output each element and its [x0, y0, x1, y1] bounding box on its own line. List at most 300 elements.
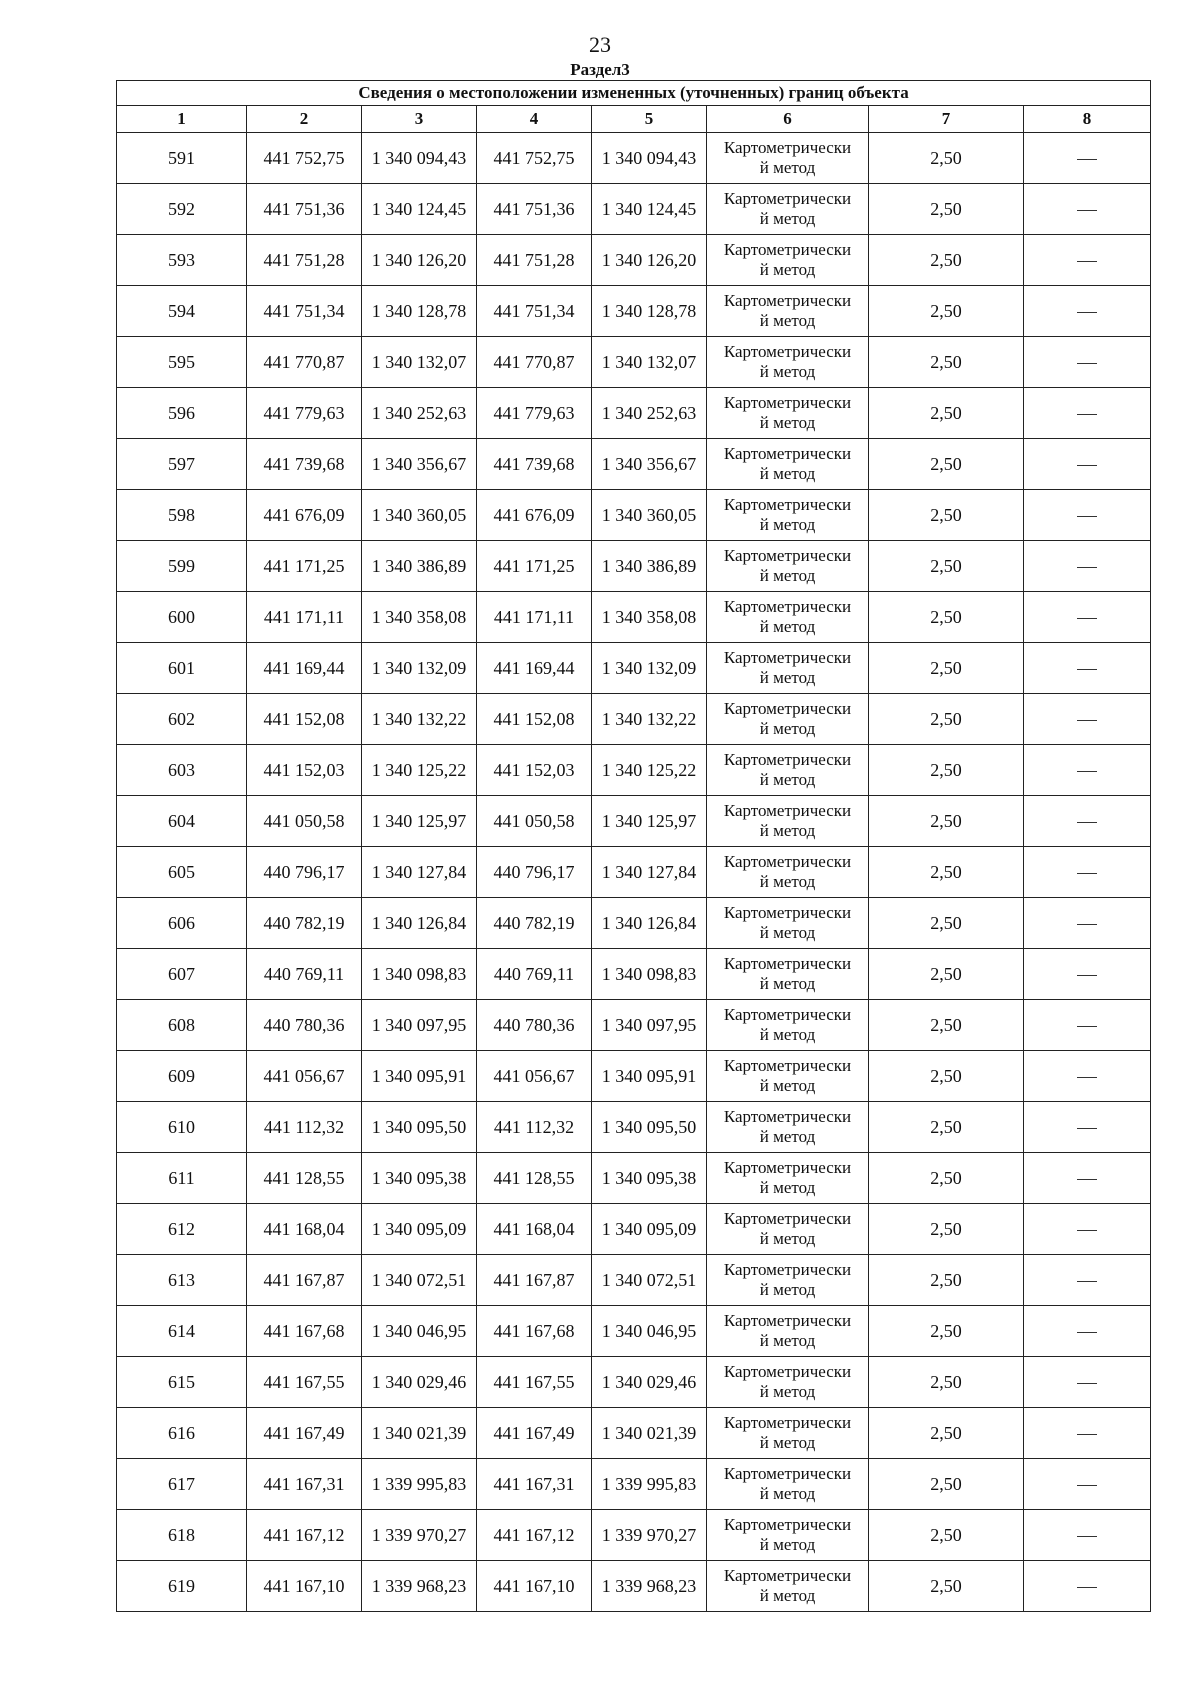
y-existing-cell: 1 340 125,97	[362, 796, 477, 847]
y-new-cell: 1 340 128,78	[592, 286, 707, 337]
method-cell	[707, 490, 869, 541]
accuracy-cell: 2,50	[869, 643, 1024, 694]
dash-mark	[1077, 1434, 1097, 1435]
y-existing-cell: 1 339 995,83	[362, 1459, 477, 1510]
dash-mark	[1077, 720, 1097, 721]
x-new-cell: 440 796,17	[477, 847, 592, 898]
dash-mark	[1077, 312, 1097, 313]
y-new-cell: 1 340 021,39	[592, 1408, 707, 1459]
table-row	[117, 1357, 1151, 1408]
x-new-cell: 441 128,55	[477, 1153, 592, 1204]
method-line-1: Картометрически	[723, 852, 852, 871]
accuracy-cell: 2,50	[869, 1510, 1024, 1561]
x-existing-cell: 441 050,58	[247, 796, 362, 847]
empty-cell	[1024, 1561, 1151, 1612]
y-new-cell: 1 339 970,27	[592, 1510, 707, 1561]
x-new-cell: 441 167,31	[477, 1459, 592, 1510]
point-number-cell: 601	[117, 643, 247, 694]
table-row	[117, 1561, 1151, 1612]
method-line-1: Картометрически	[723, 903, 852, 922]
point-number-cell: 599	[117, 541, 247, 592]
y-existing-cell: 1 340 097,95	[362, 1000, 477, 1051]
method-line-2: й метод	[759, 770, 816, 789]
method-line-2: й метод	[759, 974, 816, 993]
y-existing-cell: 1 340 386,89	[362, 541, 477, 592]
x-existing-cell: 441 167,87	[247, 1255, 362, 1306]
y-existing-cell: 1 340 252,63	[362, 388, 477, 439]
method-line-1: Картометрически	[723, 1209, 852, 1228]
dash-mark	[1077, 618, 1097, 619]
table-row	[117, 1510, 1151, 1561]
accuracy-cell: 2,50	[869, 898, 1024, 949]
table-row	[117, 796, 1151, 847]
method-line-1: Картометрически	[723, 1515, 852, 1534]
method-line-2: й метод	[759, 1535, 816, 1554]
empty-cell	[1024, 1510, 1151, 1561]
y-new-cell: 1 340 029,46	[592, 1357, 707, 1408]
accuracy-cell: 2,50	[869, 133, 1024, 184]
table-row	[117, 388, 1151, 439]
point-number-cell: 614	[117, 1306, 247, 1357]
method-cell	[707, 898, 869, 949]
accuracy-cell: 2,50	[869, 1255, 1024, 1306]
x-existing-cell: 441 770,87	[247, 337, 362, 388]
table-row	[117, 745, 1151, 796]
x-existing-cell: 441 167,10	[247, 1561, 362, 1612]
method-cell	[707, 1306, 869, 1357]
method-cell	[707, 286, 869, 337]
table-caption: Сведения о местоположении измененных (уточненных) границ объекта	[117, 81, 1151, 106]
dash-mark	[1077, 159, 1097, 160]
empty-cell	[1024, 1102, 1151, 1153]
empty-cell	[1024, 541, 1151, 592]
method-line-2: й метод	[759, 1331, 816, 1350]
method-cell	[707, 1459, 869, 1510]
y-new-cell: 1 340 356,67	[592, 439, 707, 490]
point-number-cell: 593	[117, 235, 247, 286]
table-row	[117, 490, 1151, 541]
x-new-cell: 441 752,75	[477, 133, 592, 184]
x-existing-cell: 440 796,17	[247, 847, 362, 898]
method-line-2: й метод	[759, 1433, 816, 1452]
accuracy-cell: 2,50	[869, 1561, 1024, 1612]
accuracy-cell: 2,50	[869, 184, 1024, 235]
method-line-1: Картометрически	[723, 342, 852, 361]
dash-mark	[1077, 975, 1097, 976]
x-existing-cell: 441 676,09	[247, 490, 362, 541]
method-cell	[707, 541, 869, 592]
y-new-cell: 1 340 095,91	[592, 1051, 707, 1102]
empty-cell	[1024, 847, 1151, 898]
x-existing-cell: 441 167,31	[247, 1459, 362, 1510]
y-new-cell: 1 340 126,84	[592, 898, 707, 949]
point-number-cell: 591	[117, 133, 247, 184]
x-new-cell: 441 056,67	[477, 1051, 592, 1102]
empty-cell	[1024, 1408, 1151, 1459]
table-row	[117, 1459, 1151, 1510]
method-line-1: Картометрически	[723, 1260, 852, 1279]
dash-mark	[1077, 414, 1097, 415]
point-number-cell: 618	[117, 1510, 247, 1561]
method-line-2: й метод	[759, 1484, 816, 1503]
point-number-cell: 615	[117, 1357, 247, 1408]
accuracy-cell: 2,50	[869, 745, 1024, 796]
empty-cell	[1024, 1357, 1151, 1408]
column-number: 4	[477, 106, 592, 133]
dash-mark	[1077, 669, 1097, 670]
method-line-1: Картометрически	[723, 750, 852, 769]
empty-cell	[1024, 745, 1151, 796]
x-new-cell: 441 152,03	[477, 745, 592, 796]
x-existing-cell: 441 752,75	[247, 133, 362, 184]
method-cell	[707, 184, 869, 235]
method-cell	[707, 745, 869, 796]
dash-mark	[1077, 1332, 1097, 1333]
table-row	[117, 541, 1151, 592]
point-number-cell: 597	[117, 439, 247, 490]
column-number: 7	[869, 106, 1024, 133]
y-new-cell: 1 340 132,07	[592, 337, 707, 388]
method-line-1: Картометрически	[723, 1413, 852, 1432]
point-number-cell: 617	[117, 1459, 247, 1510]
method-cell	[707, 949, 869, 1000]
x-new-cell: 441 676,09	[477, 490, 592, 541]
empty-cell	[1024, 898, 1151, 949]
dash-mark	[1077, 1128, 1097, 1129]
y-existing-cell: 1 340 132,22	[362, 694, 477, 745]
method-line-1: Картометрически	[723, 1464, 852, 1483]
y-new-cell: 1 340 126,20	[592, 235, 707, 286]
table-row	[117, 1102, 1151, 1153]
accuracy-cell: 2,50	[869, 337, 1024, 388]
point-number-cell: 605	[117, 847, 247, 898]
method-line-1: Картометрически	[723, 444, 852, 463]
method-line-1: Картометрически	[723, 1158, 852, 1177]
x-new-cell: 441 167,49	[477, 1408, 592, 1459]
empty-cell	[1024, 949, 1151, 1000]
dash-mark	[1077, 822, 1097, 823]
y-existing-cell: 1 340 127,84	[362, 847, 477, 898]
point-number-cell: 602	[117, 694, 247, 745]
empty-cell	[1024, 133, 1151, 184]
table-row	[117, 133, 1151, 184]
method-cell	[707, 1357, 869, 1408]
y-existing-cell: 1 340 046,95	[362, 1306, 477, 1357]
point-number-cell: 595	[117, 337, 247, 388]
dash-mark	[1077, 363, 1097, 364]
empty-cell	[1024, 1255, 1151, 1306]
x-existing-cell: 441 167,49	[247, 1408, 362, 1459]
point-number-cell: 613	[117, 1255, 247, 1306]
y-new-cell: 1 340 046,95	[592, 1306, 707, 1357]
method-line-2: й метод	[759, 1178, 816, 1197]
table-row	[117, 235, 1151, 286]
x-existing-cell: 441 171,25	[247, 541, 362, 592]
y-new-cell: 1 340 127,84	[592, 847, 707, 898]
empty-cell	[1024, 337, 1151, 388]
x-new-cell: 441 770,87	[477, 337, 592, 388]
y-new-cell: 1 340 095,09	[592, 1204, 707, 1255]
accuracy-cell: 2,50	[869, 388, 1024, 439]
x-existing-cell: 440 780,36	[247, 1000, 362, 1051]
y-existing-cell: 1 340 132,09	[362, 643, 477, 694]
y-existing-cell: 1 340 126,84	[362, 898, 477, 949]
column-number: 3	[362, 106, 477, 133]
point-number-cell: 604	[117, 796, 247, 847]
column-number: 1	[117, 106, 247, 133]
dash-mark	[1077, 516, 1097, 517]
method-line-1: Картометрически	[723, 495, 852, 514]
accuracy-cell: 2,50	[869, 1102, 1024, 1153]
section-title: Раздел3	[570, 60, 630, 79]
accuracy-cell: 2,50	[869, 847, 1024, 898]
point-number-cell: 611	[117, 1153, 247, 1204]
y-existing-cell: 1 340 128,78	[362, 286, 477, 337]
point-number-cell: 603	[117, 745, 247, 796]
dash-mark	[1077, 873, 1097, 874]
method-cell	[707, 796, 869, 847]
y-new-cell: 1 340 095,38	[592, 1153, 707, 1204]
dash-mark	[1077, 1077, 1097, 1078]
accuracy-cell: 2,50	[869, 592, 1024, 643]
point-number-cell: 616	[117, 1408, 247, 1459]
x-existing-cell: 441 152,03	[247, 745, 362, 796]
x-new-cell: 441 751,36	[477, 184, 592, 235]
method-line-2: й метод	[759, 209, 816, 228]
y-new-cell: 1 340 125,97	[592, 796, 707, 847]
point-number-cell: 594	[117, 286, 247, 337]
method-line-1: Картометрически	[723, 801, 852, 820]
column-number: 5	[592, 106, 707, 133]
method-line-1: Картометрически	[723, 546, 852, 565]
empty-cell	[1024, 694, 1151, 745]
table-row	[117, 949, 1151, 1000]
method-line-1: Картометрически	[723, 189, 852, 208]
x-new-cell: 441 779,63	[477, 388, 592, 439]
method-line-2: й метод	[759, 1127, 816, 1146]
method-line-2: й метод	[759, 821, 816, 840]
y-existing-cell: 1 340 095,91	[362, 1051, 477, 1102]
dash-mark	[1077, 1179, 1097, 1180]
method-line-2: й метод	[759, 1280, 816, 1299]
y-existing-cell: 1 339 968,23	[362, 1561, 477, 1612]
y-new-cell: 1 340 094,43	[592, 133, 707, 184]
x-existing-cell: 441 739,68	[247, 439, 362, 490]
y-existing-cell: 1 340 072,51	[362, 1255, 477, 1306]
y-existing-cell: 1 340 132,07	[362, 337, 477, 388]
table-body	[117, 133, 1151, 1612]
x-existing-cell: 441 128,55	[247, 1153, 362, 1204]
x-new-cell: 440 780,36	[477, 1000, 592, 1051]
x-new-cell: 441 169,44	[477, 643, 592, 694]
empty-cell	[1024, 796, 1151, 847]
method-line-1: Картометрически	[723, 1311, 852, 1330]
table-row	[117, 1408, 1151, 1459]
table-row	[117, 1204, 1151, 1255]
table-row	[117, 898, 1151, 949]
empty-cell	[1024, 439, 1151, 490]
x-new-cell: 441 112,32	[477, 1102, 592, 1153]
accuracy-cell: 2,50	[869, 541, 1024, 592]
y-existing-cell: 1 340 095,38	[362, 1153, 477, 1204]
accuracy-cell: 2,50	[869, 286, 1024, 337]
accuracy-cell: 2,50	[869, 1459, 1024, 1510]
method-line-2: й метод	[759, 668, 816, 687]
x-new-cell: 441 171,11	[477, 592, 592, 643]
x-existing-cell: 440 769,11	[247, 949, 362, 1000]
x-new-cell: 441 739,68	[477, 439, 592, 490]
method-line-1: Картометрически	[723, 648, 852, 667]
method-cell	[707, 1255, 869, 1306]
method-line-1: Картометрически	[723, 954, 852, 973]
method-line-1: Картометрически	[723, 699, 852, 718]
page-number: 23	[589, 32, 611, 57]
y-existing-cell: 1 339 970,27	[362, 1510, 477, 1561]
method-line-2: й метод	[759, 1586, 816, 1605]
dash-mark	[1077, 1230, 1097, 1231]
y-new-cell: 1 340 124,45	[592, 184, 707, 235]
table-row	[117, 1051, 1151, 1102]
y-new-cell: 1 340 132,22	[592, 694, 707, 745]
table-row	[117, 643, 1151, 694]
method-line-1: Картометрически	[723, 1056, 852, 1075]
accuracy-cell: 2,50	[869, 796, 1024, 847]
method-cell	[707, 847, 869, 898]
empty-cell	[1024, 592, 1151, 643]
dash-mark	[1077, 1536, 1097, 1537]
method-line-1: Картометрически	[723, 1362, 852, 1381]
method-line-2: й метод	[759, 515, 816, 534]
y-existing-cell: 1 340 094,43	[362, 133, 477, 184]
dash-mark	[1077, 1281, 1097, 1282]
y-existing-cell: 1 340 124,45	[362, 184, 477, 235]
x-existing-cell: 441 167,55	[247, 1357, 362, 1408]
method-line-2: й метод	[759, 1229, 816, 1248]
y-new-cell: 1 340 358,08	[592, 592, 707, 643]
method-line-1: Картометрически	[723, 138, 852, 157]
dash-mark	[1077, 1587, 1097, 1588]
y-new-cell: 1 340 125,22	[592, 745, 707, 796]
point-number-cell: 596	[117, 388, 247, 439]
dash-mark	[1077, 1383, 1097, 1384]
method-cell	[707, 235, 869, 286]
method-line-2: й метод	[759, 1382, 816, 1401]
method-cell	[707, 337, 869, 388]
y-new-cell: 1 340 252,63	[592, 388, 707, 439]
method-line-2: й метод	[759, 1076, 816, 1095]
x-new-cell: 441 167,87	[477, 1255, 592, 1306]
x-existing-cell: 441 751,28	[247, 235, 362, 286]
method-line-2: й метод	[759, 872, 816, 891]
accuracy-cell: 2,50	[869, 439, 1024, 490]
empty-cell	[1024, 643, 1151, 694]
x-new-cell: 440 782,19	[477, 898, 592, 949]
y-existing-cell: 1 340 095,09	[362, 1204, 477, 1255]
method-line-2: й метод	[759, 158, 816, 177]
y-existing-cell: 1 340 358,08	[362, 592, 477, 643]
table-row	[117, 1306, 1151, 1357]
column-number-row	[117, 106, 1151, 133]
table-row	[117, 184, 1151, 235]
accuracy-cell: 2,50	[869, 1051, 1024, 1102]
table-row	[117, 694, 1151, 745]
dash-mark	[1077, 924, 1097, 925]
empty-cell	[1024, 1051, 1151, 1102]
method-line-1: Картометрически	[723, 1107, 852, 1126]
x-new-cell: 441 167,10	[477, 1561, 592, 1612]
y-new-cell: 1 340 072,51	[592, 1255, 707, 1306]
method-line-2: й метод	[759, 413, 816, 432]
table-row	[117, 847, 1151, 898]
y-new-cell: 1 340 360,05	[592, 490, 707, 541]
method-line-2: й метод	[759, 464, 816, 483]
table-row	[117, 1153, 1151, 1204]
table-row	[117, 1255, 1151, 1306]
x-existing-cell: 441 112,32	[247, 1102, 362, 1153]
column-number: 2	[247, 106, 362, 133]
point-number-cell: 609	[117, 1051, 247, 1102]
table-row	[117, 592, 1151, 643]
y-existing-cell: 1 340 095,50	[362, 1102, 477, 1153]
dash-mark	[1077, 771, 1097, 772]
x-existing-cell: 441 751,36	[247, 184, 362, 235]
point-number-cell: 598	[117, 490, 247, 541]
accuracy-cell: 2,50	[869, 1000, 1024, 1051]
y-new-cell: 1 340 097,95	[592, 1000, 707, 1051]
y-existing-cell: 1 340 125,22	[362, 745, 477, 796]
x-new-cell: 441 167,12	[477, 1510, 592, 1561]
method-line-1: Картометрически	[723, 291, 852, 310]
y-new-cell: 1 340 095,50	[592, 1102, 707, 1153]
y-existing-cell: 1 340 360,05	[362, 490, 477, 541]
table-row	[117, 337, 1151, 388]
method-cell	[707, 388, 869, 439]
x-new-cell: 440 769,11	[477, 949, 592, 1000]
x-new-cell: 441 167,68	[477, 1306, 592, 1357]
empty-cell	[1024, 184, 1151, 235]
accuracy-cell: 2,50	[869, 694, 1024, 745]
method-line-2: й метод	[759, 311, 816, 330]
method-line-1: Картометрически	[723, 1005, 852, 1024]
method-cell	[707, 1000, 869, 1051]
y-new-cell: 1 340 386,89	[592, 541, 707, 592]
x-new-cell: 441 751,28	[477, 235, 592, 286]
dash-mark	[1077, 465, 1097, 466]
method-cell	[707, 694, 869, 745]
point-number-cell: 619	[117, 1561, 247, 1612]
point-number-cell: 600	[117, 592, 247, 643]
method-cell	[707, 1102, 869, 1153]
x-new-cell: 441 171,25	[477, 541, 592, 592]
method-cell	[707, 592, 869, 643]
accuracy-cell: 2,50	[869, 1357, 1024, 1408]
y-new-cell: 1 339 995,83	[592, 1459, 707, 1510]
table-row	[117, 1000, 1151, 1051]
dash-mark	[1077, 1485, 1097, 1486]
empty-cell	[1024, 1000, 1151, 1051]
method-line-2: й метод	[759, 260, 816, 279]
dash-mark	[1077, 261, 1097, 262]
y-existing-cell: 1 340 356,67	[362, 439, 477, 490]
empty-cell	[1024, 1204, 1151, 1255]
accuracy-cell: 2,50	[869, 490, 1024, 541]
x-existing-cell: 441 171,11	[247, 592, 362, 643]
y-existing-cell: 1 340 021,39	[362, 1408, 477, 1459]
y-new-cell: 1 340 132,09	[592, 643, 707, 694]
method-line-2: й метод	[759, 362, 816, 381]
dash-mark	[1077, 210, 1097, 211]
method-cell	[707, 1051, 869, 1102]
